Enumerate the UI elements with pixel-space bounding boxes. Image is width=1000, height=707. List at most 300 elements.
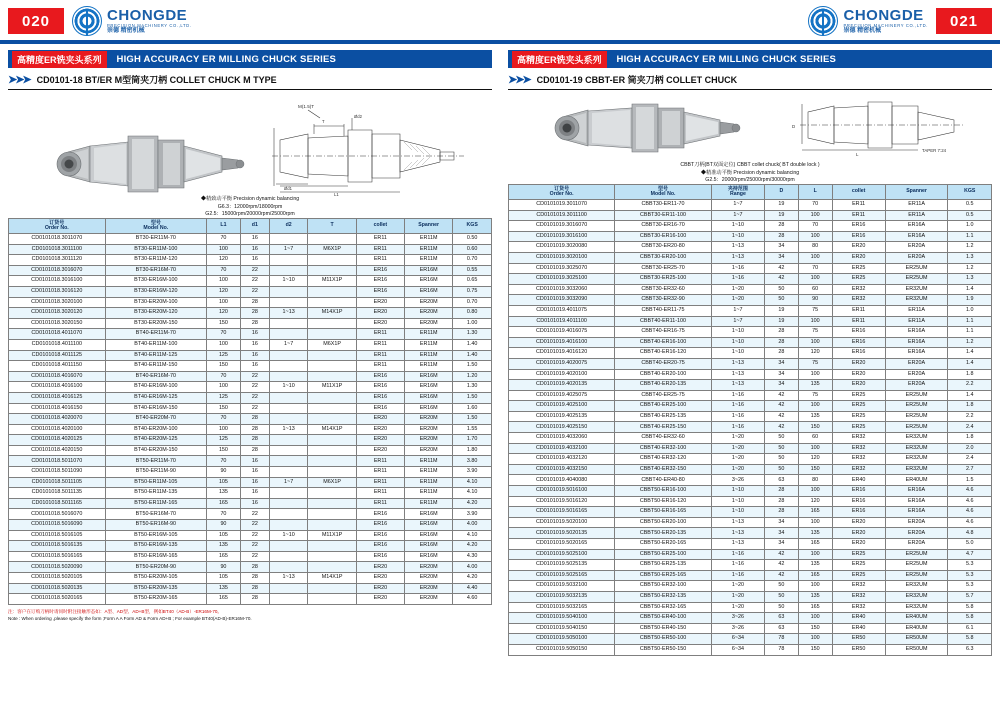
table-cell: BT40-ER20M-125	[105, 435, 206, 446]
table-cell: CD0101019.5016165	[509, 507, 615, 518]
table-cell: CD0101019.5020135	[509, 528, 615, 539]
table-cell	[308, 392, 356, 403]
table-cell: 0.65	[453, 276, 492, 287]
table-cell: 42	[764, 549, 798, 560]
table-row	[9, 414, 492, 425]
table-row	[509, 613, 992, 624]
table-cell: 1~10	[711, 496, 764, 507]
table-cell: 63	[764, 475, 798, 486]
table-cell: CD0101018.3020120	[9, 308, 106, 319]
product-illustration-left	[8, 94, 492, 218]
table-cell: 125	[207, 435, 241, 446]
table-cell: 70	[798, 221, 832, 232]
table-cell: ER20A	[885, 358, 948, 369]
table-cell: 34	[764, 539, 798, 550]
footnote-en: Note : When ordering ,please specify the form ;Form A A Form AD & Form AD+B ; For example BT40(AD-B)-ER16M-70.	[8, 615, 252, 621]
table-cell: 1~16	[711, 274, 764, 285]
table-row	[509, 623, 992, 634]
table-cell: BT50-ER16M-70	[105, 509, 206, 520]
table-cell: ER11M	[405, 255, 453, 266]
table-cell: 50	[764, 464, 798, 475]
table-cell: CBBT30-ER20-80	[615, 242, 712, 253]
table-cell: 28	[764, 348, 798, 359]
table-cell: ER16	[832, 507, 885, 518]
table-cell: 16	[240, 361, 269, 372]
table-cell: CD0101018.4020070	[9, 414, 106, 425]
table-cell: 6~34	[711, 644, 764, 655]
table-cell: ER32UM	[885, 581, 948, 592]
table-cell: 1~13	[711, 528, 764, 539]
table-cell: CD0101019.5025165	[509, 570, 615, 581]
table-row	[509, 549, 992, 560]
table-row	[509, 539, 992, 550]
table-cell: 5.8	[948, 613, 992, 624]
table-cell: BT50-ER20M-135	[105, 583, 206, 594]
table-cell: 135	[798, 591, 832, 602]
table-cell: M11X1P	[308, 382, 356, 393]
table-cell: CD0101018.4011100	[9, 339, 106, 350]
table-row	[9, 573, 492, 584]
table-cell: 150	[207, 445, 241, 456]
table-row	[9, 562, 492, 573]
table-cell: 1.00	[453, 318, 492, 329]
table-row	[9, 255, 492, 266]
table-cell: ER16	[356, 276, 404, 287]
table-cell: ER20M	[405, 445, 453, 456]
table-cell: 120	[207, 255, 241, 266]
table-cell: M6X1P	[308, 244, 356, 255]
table-cell: ER11A	[885, 200, 948, 211]
table-cell: 4.7	[948, 549, 992, 560]
table-cell	[308, 520, 356, 531]
table-cell: 5.8	[948, 634, 992, 645]
table-cell: 135	[798, 411, 832, 422]
table-cell: ER16A	[885, 486, 948, 497]
table-cell: 1.3	[948, 252, 992, 263]
table-cell: 165	[798, 602, 832, 613]
table-row	[509, 422, 992, 433]
table-cell: BT50-ER20M-165	[105, 594, 206, 605]
table-cell: ER20	[356, 594, 404, 605]
table-cell: ER11	[356, 244, 404, 255]
table-cell: ER32UM	[885, 454, 948, 465]
table-cell: 4.40	[453, 583, 492, 594]
table-cell: ER11M	[405, 456, 453, 467]
table-cell: CD0101018.4016125	[9, 392, 106, 403]
table-cell: ER20	[356, 308, 404, 319]
table-cell: ER20	[356, 424, 404, 435]
svg-text:M(1.5)T: M(1.5)T	[298, 104, 315, 109]
table-cell: 0.5	[948, 210, 992, 221]
table-cell: 2.2	[948, 411, 992, 422]
table-cell: 1.50	[453, 414, 492, 425]
table-cell: ER16A	[885, 337, 948, 348]
table-cell: CBBT40-ER20-100	[615, 369, 712, 380]
table-cell	[269, 265, 308, 276]
table-cell: ER25UM	[885, 422, 948, 433]
table-cell: CBBT50-ER20-135	[615, 528, 712, 539]
table-row	[9, 583, 492, 594]
table-cell: 1~7	[711, 316, 764, 327]
table-cell	[308, 361, 356, 372]
table-cell: CBBT40-ER25-135	[615, 411, 712, 422]
table-cell: CBBT30-ER32-60	[615, 284, 712, 295]
table-cell: 75	[798, 390, 832, 401]
table-row	[509, 327, 992, 338]
table-cell: CBBT30-ER25-100	[615, 274, 712, 285]
table-cell: CD0101018.4016100	[9, 382, 106, 393]
col-kgs: KGS	[948, 185, 992, 200]
table-cell: 28	[240, 414, 269, 425]
table-cell: BT50-ER16M-90	[105, 520, 206, 531]
table-cell: 1.80	[453, 445, 492, 456]
table-cell: BT50-ER11M-165	[105, 498, 206, 509]
table-cell: 6.1	[948, 623, 992, 634]
table-cell: CD0101018.5011090	[9, 467, 106, 478]
table-cell: 165	[798, 539, 832, 550]
table-cell: BT40-ER16M-150	[105, 403, 206, 414]
table-cell: ER20A	[885, 380, 948, 391]
table-cell: CD0101018.5011105	[9, 477, 106, 488]
table-cell: 1~16	[711, 560, 764, 571]
table-cell: ER40	[832, 475, 885, 486]
table-row	[509, 486, 992, 497]
table-cell: CD0101019.3032090	[509, 295, 615, 306]
table-cell: CD0101018.5011165	[9, 498, 106, 509]
note-line-0: ◆精致动平衡 Precision dynamic balancing	[200, 196, 300, 202]
table-cell: CBBT40-ER16-75	[615, 327, 712, 338]
brand-logo-left	[72, 6, 192, 36]
table-row	[9, 498, 492, 509]
chevron-right-icon: ➤➤➤	[508, 74, 530, 86]
table-cell: 4.10	[453, 477, 492, 488]
table-cell: ER25	[832, 274, 885, 285]
table-cell: ER16A	[885, 348, 948, 359]
table-cell: BT50-ER11M-70	[105, 456, 206, 467]
table-cell	[308, 562, 356, 573]
col-collet: collet	[832, 185, 885, 200]
table-cell: ER16A	[885, 327, 948, 338]
table-cell: 90	[207, 467, 241, 478]
table-cell: ER20	[356, 445, 404, 456]
table-cell: 1~10	[711, 221, 764, 232]
table-cell: 150	[798, 623, 832, 634]
table-cell	[269, 286, 308, 297]
table-cell: 0.50	[453, 234, 492, 245]
table-cell: ER16A	[885, 496, 948, 507]
table-cell: BT50-ER11M-90	[105, 467, 206, 478]
table-cell: CD0101019.4016075	[509, 327, 615, 338]
table-cell: 105	[207, 477, 241, 488]
chevron-right-icon: ➤➤➤	[8, 74, 30, 86]
table-cell: 100	[798, 613, 832, 624]
table-cell: 100	[798, 231, 832, 242]
table-cell: CBBT30-ER16-100	[615, 231, 712, 242]
table-cell: 28	[240, 583, 269, 594]
table-cell: CD0101019.5032165	[509, 602, 615, 613]
table-cell: 1~10	[711, 231, 764, 242]
table-cell: BT30-ER20M-150	[105, 318, 206, 329]
table-cell: 1.20	[453, 371, 492, 382]
table-cell: 1.1	[948, 316, 992, 327]
footnote-cn: 注：客户在订购刀柄时请同时附注接触形态如：A型、AD型、AD+B型，例如BT40（AD-B）-ER16M-70。	[8, 608, 223, 614]
table-cell: CD0101019.4040080	[509, 475, 615, 486]
table-cell: 42	[764, 263, 798, 274]
table-cell	[308, 583, 356, 594]
table-row	[9, 234, 492, 245]
table-cell: ER32UM	[885, 443, 948, 454]
table-cell: 70	[207, 509, 241, 520]
table-cell: CD0101019.3011070	[509, 200, 615, 211]
table-cell: 28	[764, 337, 798, 348]
table-cell: 5.3	[948, 581, 992, 592]
table-cell: 5.8	[948, 602, 992, 613]
table-cell: 28	[240, 435, 269, 446]
table-cell: 1~16	[711, 422, 764, 433]
table-cell: ER20M	[405, 562, 453, 573]
col-l1: L1	[207, 219, 241, 234]
table-cell: CBBT50-ER32-100	[615, 581, 712, 592]
table-cell: ER20	[832, 539, 885, 550]
table-row	[9, 467, 492, 478]
table-cell: 34	[764, 517, 798, 528]
page-number-left: 020	[8, 8, 64, 34]
table-cell: ER25UM	[885, 549, 948, 560]
table-cell: CD0101019.5016100	[509, 486, 615, 497]
table-cell: ER11	[832, 200, 885, 211]
table-cell: ER11A	[885, 305, 948, 316]
table-row	[509, 433, 992, 444]
table-cell: CD0101018.3020100	[9, 297, 106, 308]
table-row	[9, 265, 492, 276]
table-cell: ER20	[356, 414, 404, 425]
chuck-photo-and-drawing-left	[8, 94, 492, 196]
table-cell: 1~7	[711, 305, 764, 316]
table-cell: 1~10	[711, 337, 764, 348]
table-cell: CBBT50-ER25-165	[615, 570, 712, 581]
table-cell: 0.75	[453, 286, 492, 297]
table-cell: 135	[207, 583, 241, 594]
table-cell: ER32	[832, 284, 885, 295]
table-cell	[269, 329, 308, 340]
table-cell: ER25	[832, 390, 885, 401]
table-cell: ER50UM	[885, 634, 948, 645]
table-cell: CBBT50-ER25-135	[615, 560, 712, 571]
table-cell: 70	[798, 200, 832, 211]
svg-text:Ød1: Ød1	[284, 186, 292, 191]
product-subtitle-text: CD0101-19 CBBT-ER 筒夹刀柄 COLLET CHUCK	[536, 75, 738, 85]
table-cell: CBBT40-ER20-135	[615, 380, 712, 391]
table-cell: M6X1P	[308, 477, 356, 488]
table-row	[9, 350, 492, 361]
table-cell: 1.1	[948, 327, 992, 338]
table-cell	[308, 234, 356, 245]
table-cell: ER25UM	[885, 560, 948, 571]
table-cell: 165	[207, 551, 241, 562]
table-cell: CBBT40-ER25-75	[615, 390, 712, 401]
table-cell: CD0101019.5050100	[509, 634, 615, 645]
table-cell: 2.0	[948, 443, 992, 454]
table-cell: ER16A	[885, 507, 948, 518]
table-cell: CD0101018.3020150	[9, 318, 106, 329]
table-cell: 4.20	[453, 498, 492, 509]
table-cell: ER16M	[405, 286, 453, 297]
table-row	[509, 634, 992, 645]
table-cell: CD0101018.3016120	[9, 286, 106, 297]
table-cell: 2.7	[948, 464, 992, 475]
table-cell: ER40UM	[885, 623, 948, 634]
table-cell: ER32UM	[885, 284, 948, 295]
table-cell: BT50-ER16M-135	[105, 541, 206, 552]
series-bar-right	[508, 50, 992, 68]
table-cell: ER25UM	[885, 401, 948, 412]
table-cell: 6.3	[948, 644, 992, 655]
table-row	[9, 318, 492, 329]
table-cell: CD0101019.4016100	[509, 337, 615, 348]
table-cell: CD0101019.4025150	[509, 422, 615, 433]
table-cell: 28	[240, 424, 269, 435]
table-cell: CD0101018.5020135	[9, 583, 106, 594]
table-cell: 78	[764, 634, 798, 645]
table-cell: ER11M	[405, 329, 453, 340]
table-row	[509, 274, 992, 285]
table-row	[509, 581, 992, 592]
table-cell: CBBT40-ER32-60	[615, 433, 712, 444]
table-row	[509, 252, 992, 263]
table-row	[9, 530, 492, 541]
table-cell: 1~16	[711, 390, 764, 401]
balancing-notes-left	[8, 196, 492, 219]
table-cell: CD0101019.3020100	[509, 252, 615, 263]
table-cell: M11X1P	[308, 530, 356, 541]
table-cell: 1~13	[711, 252, 764, 263]
table-cell: 135	[207, 488, 241, 499]
table-cell: CD0101018.5020105	[9, 573, 106, 584]
table-cell: CD0101019.3025100	[509, 274, 615, 285]
table-cell: 34	[764, 242, 798, 253]
table-cell: CBBT50-ER25-100	[615, 549, 712, 560]
table-cell: BT30-ER11M-120	[105, 255, 206, 266]
table-row	[509, 390, 992, 401]
table-cell: 22	[240, 286, 269, 297]
table-cell: CD0101018.4016070	[9, 371, 106, 382]
brand-name: CHONGDE	[107, 6, 188, 24]
table-row	[9, 477, 492, 488]
table-row	[9, 276, 492, 287]
table-cell: ER16M	[405, 541, 453, 552]
chuck-photo	[57, 136, 244, 192]
table-cell: ER11	[356, 339, 404, 350]
table-cell: CBBT40-ER25-100	[615, 401, 712, 412]
table-cell: 100	[798, 486, 832, 497]
table-cell: 1~16	[711, 570, 764, 581]
table-cell: CBBT50-ER20-165	[615, 539, 712, 550]
table-cell: 28	[764, 507, 798, 518]
table-cell: 3.90	[453, 509, 492, 520]
table-cell: CD0101019.4016120	[509, 348, 615, 359]
table-cell: 100	[207, 424, 241, 435]
table-cell: 1~7	[269, 477, 308, 488]
table-cell: BT30-ER20M-120	[105, 308, 206, 319]
table-cell: 150	[207, 361, 241, 372]
table-cell	[308, 541, 356, 552]
table-row	[9, 339, 492, 350]
table-row	[509, 560, 992, 571]
table-cell: 70	[207, 234, 241, 245]
table-cell: BT50-ER16M-105	[105, 530, 206, 541]
table-cell: 120	[798, 496, 832, 507]
table-cell: 16	[240, 350, 269, 361]
col-kgs: KGS	[453, 219, 492, 234]
table-cell: ER25UM	[885, 263, 948, 274]
svg-text:L: L	[856, 152, 859, 157]
table-cell: 125	[207, 392, 241, 403]
table-cell: CD0101018.4020125	[9, 435, 106, 446]
table-cell: CD0101018.3011070	[9, 234, 106, 245]
table-cell: 1.55	[453, 424, 492, 435]
table-cell: ER25	[832, 549, 885, 560]
table-cell: 1~10	[711, 327, 764, 338]
table-row	[509, 570, 992, 581]
table-cell: 4.00	[453, 562, 492, 573]
table-cell: 150	[798, 464, 832, 475]
table-cell: 4.8	[948, 528, 992, 539]
table-cell	[269, 594, 308, 605]
table-cell	[269, 498, 308, 509]
table-cell: ER16M	[405, 392, 453, 403]
table-cell	[269, 297, 308, 308]
table-cell: 100	[798, 517, 832, 528]
table-cell: ER40	[832, 613, 885, 624]
table-cell: 90	[207, 520, 241, 531]
table-cell: ER20M	[405, 594, 453, 605]
table-cell: CD0101019.4032150	[509, 464, 615, 475]
table-cell: M14X1P	[308, 424, 356, 435]
table-cell	[269, 445, 308, 456]
table-cell: ER11	[356, 255, 404, 266]
table-cell: CD0101018.5016135	[9, 541, 106, 552]
table-cell: 22	[240, 403, 269, 414]
table-cell: ER20M	[405, 583, 453, 594]
col-model-no: 型号 Model No.	[615, 185, 712, 200]
table-cell: 1~7	[269, 244, 308, 255]
table-cell: 22	[240, 541, 269, 552]
table-cell: 4.60	[453, 594, 492, 605]
table-cell: 22	[240, 520, 269, 531]
table-cell: 28	[764, 221, 798, 232]
table-cell: ER20A	[885, 369, 948, 380]
table-cell: ER11	[832, 305, 885, 316]
note-line-2: G2.5：20000rpm/25000rpm/30000rpm	[705, 177, 795, 184]
table-cell: ER16	[356, 551, 404, 562]
table-cell: ER20	[356, 318, 404, 329]
table-cell: 5.3	[948, 560, 992, 571]
col-l: L	[798, 185, 832, 200]
table-cell	[308, 509, 356, 520]
table-cell: 3.90	[453, 467, 492, 478]
spec-table-wrap-right	[508, 184, 992, 656]
table-cell: BT50-ER20M-90	[105, 562, 206, 573]
table-cell: CBBT30-ER20-100	[615, 252, 712, 263]
table-cell: 28	[764, 496, 798, 507]
page-number-right: 021	[936, 8, 992, 34]
table-cell: CD0101019.5025100	[509, 549, 615, 560]
table-cell: ER16	[832, 337, 885, 348]
table-row	[509, 411, 992, 422]
table-cell: ER20A	[885, 539, 948, 550]
svg-text:Ød2: Ød2	[354, 114, 362, 119]
product-subtitle-right	[508, 73, 992, 90]
